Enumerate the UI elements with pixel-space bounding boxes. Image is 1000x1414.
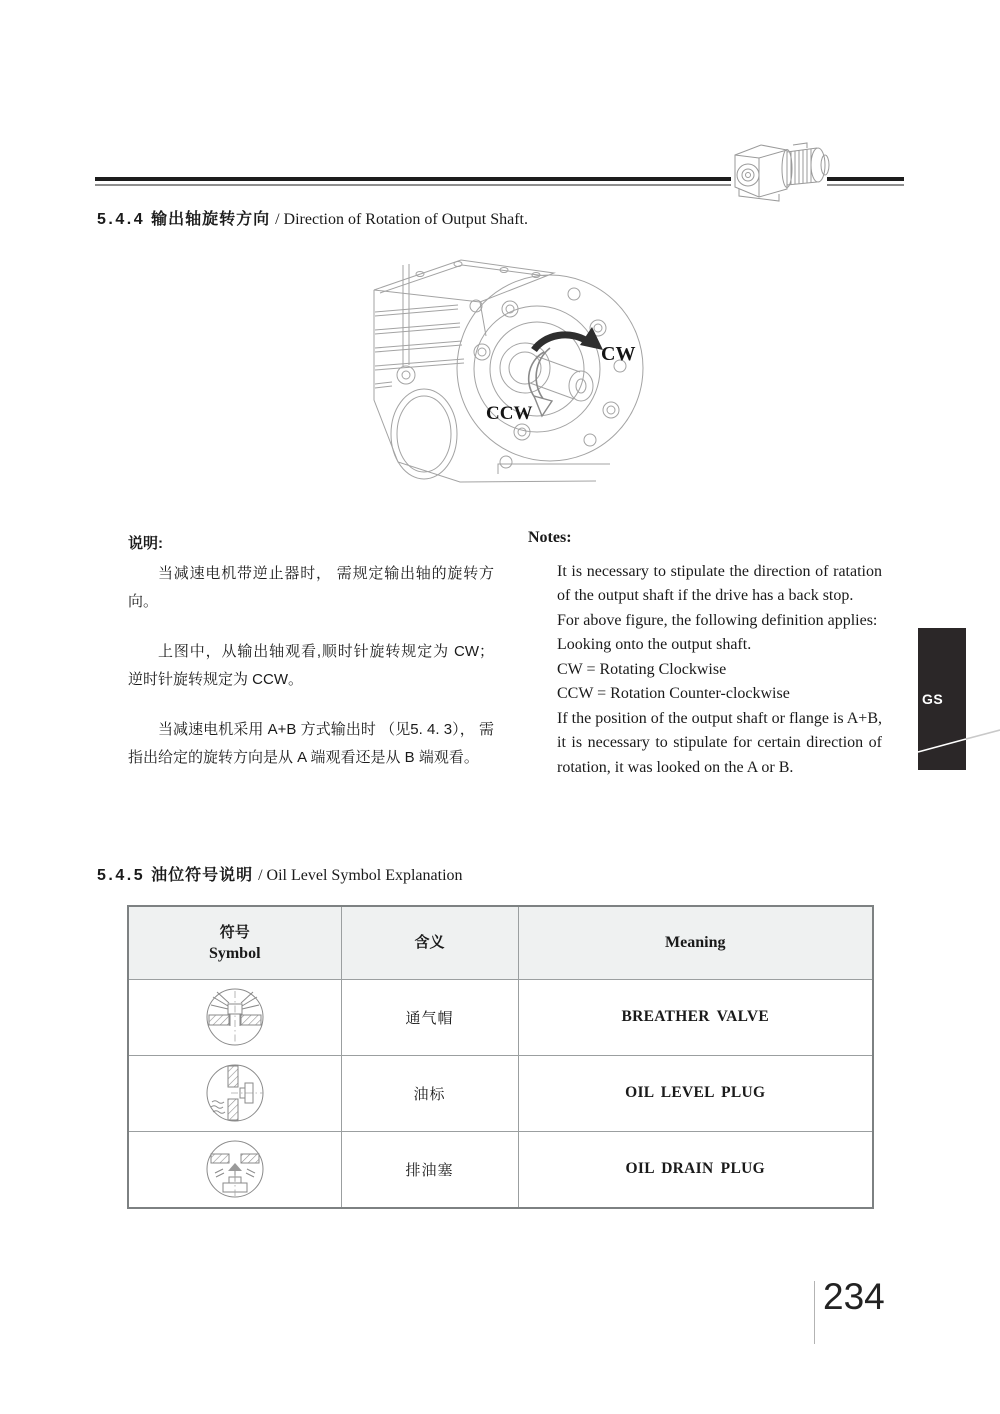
col-header-symbol-en: Symbol [208,944,261,962]
table-row [128,1131,873,1208]
section-title-en: / Direction of Rotation of Output Shaft. [275,211,528,228]
section-heading-5-4-5 [97,862,463,885]
meaning-zh-cell: 排油塞 [341,1131,518,1208]
meaning-zh-cell: 通气帽 [341,979,518,1055]
section-title-zh: 输出轴旋转方向 [151,211,271,228]
oil-level-plug-symbol-icon [203,1061,267,1125]
meaning-en-cell: OIL DRAIN PLUG [518,1131,873,1208]
oil-drain-plug-symbol-icon [203,1137,267,1201]
notes-zh-paragraph: 当减速电机采用 A+B 方式输出时 （见5. 4. 3）， 需指出给定的旋转方向是从 A 端观看还是从 B 端观看。 [128,721,494,766]
notes-chinese-column [128,530,494,772]
section-heading-5-4-4 [97,206,528,229]
gearmotor-icon [727,125,833,207]
notes-en-heading: Notes: [528,529,572,546]
table-header-row [128,906,873,979]
meaning-en-cell: OIL LEVEL PLUG [518,1055,873,1131]
cw-arrow [534,327,603,350]
notes-en-line: It is necessary to stipulate the direction of ratation of the output shaft if the drive has a back stop. [557,562,882,604]
notes-en-line: If the position of the output shaft or flange is A+B, it is necessary to stipulate for certain direction of rotation, it was looked on the A or B. [557,709,882,776]
section-number: 5.4.4 [97,211,146,228]
page-number-rule [814,1281,815,1344]
notes-zh-paragraph: 上图中，从输出轴观看,顺时针旋转规定为 CW； 逆时针旋转规定为 CCW。 [128,643,494,688]
side-tab-label: GS [922,691,944,707]
breather-valve-symbol-icon [203,985,267,1049]
section-title-en: / Oil Level Symbol Explanation [258,867,463,884]
rule-thick-line [95,177,731,181]
notes-zh-heading: 说明: [128,535,163,552]
section-number: 5.4.5 [97,867,146,884]
notes-en-line: CW = Rotating Clockwise [557,660,727,678]
side-tab-swoosh [900,712,1000,757]
rule-thin-line [95,184,731,186]
meaning-en-cell: BREATHER VALVE [518,979,873,1055]
meaning-zh-cell: 油标 [341,1055,518,1131]
notes-zh-paragraph: 当减速电机带逆止器时， 需规定输出轴的旋转方向。 [128,565,494,610]
notes-en-line: For above figure, the following definition applies: [557,611,878,629]
col-header-symbol [128,906,341,979]
col-header-meaning-en: Meaning [518,906,873,979]
notes-en-line: Looking onto the output shaft. [557,636,752,653]
ccw-label: CCW [486,403,533,424]
notes-english-column [528,526,882,780]
col-header-meaning-zh: 含义 [341,906,518,979]
header-rule-left [95,177,731,186]
gearbox-rotation-figure [358,248,660,488]
notes-en-line: CCW = Rotation Counter-clockwise [557,685,790,702]
rule-thin-line [827,184,904,186]
table-row [128,979,873,1055]
col-header-symbol-zh: 符号 [219,923,250,941]
header-rule-right [827,177,904,186]
section-title-zh: 油位符号说明 [151,867,254,884]
rule-thick-line [827,177,904,181]
table-row [128,1055,873,1131]
cw-label: CW [601,343,636,365]
oil-level-symbol-table [127,905,874,1209]
page-number: 234 [823,1276,885,1317]
